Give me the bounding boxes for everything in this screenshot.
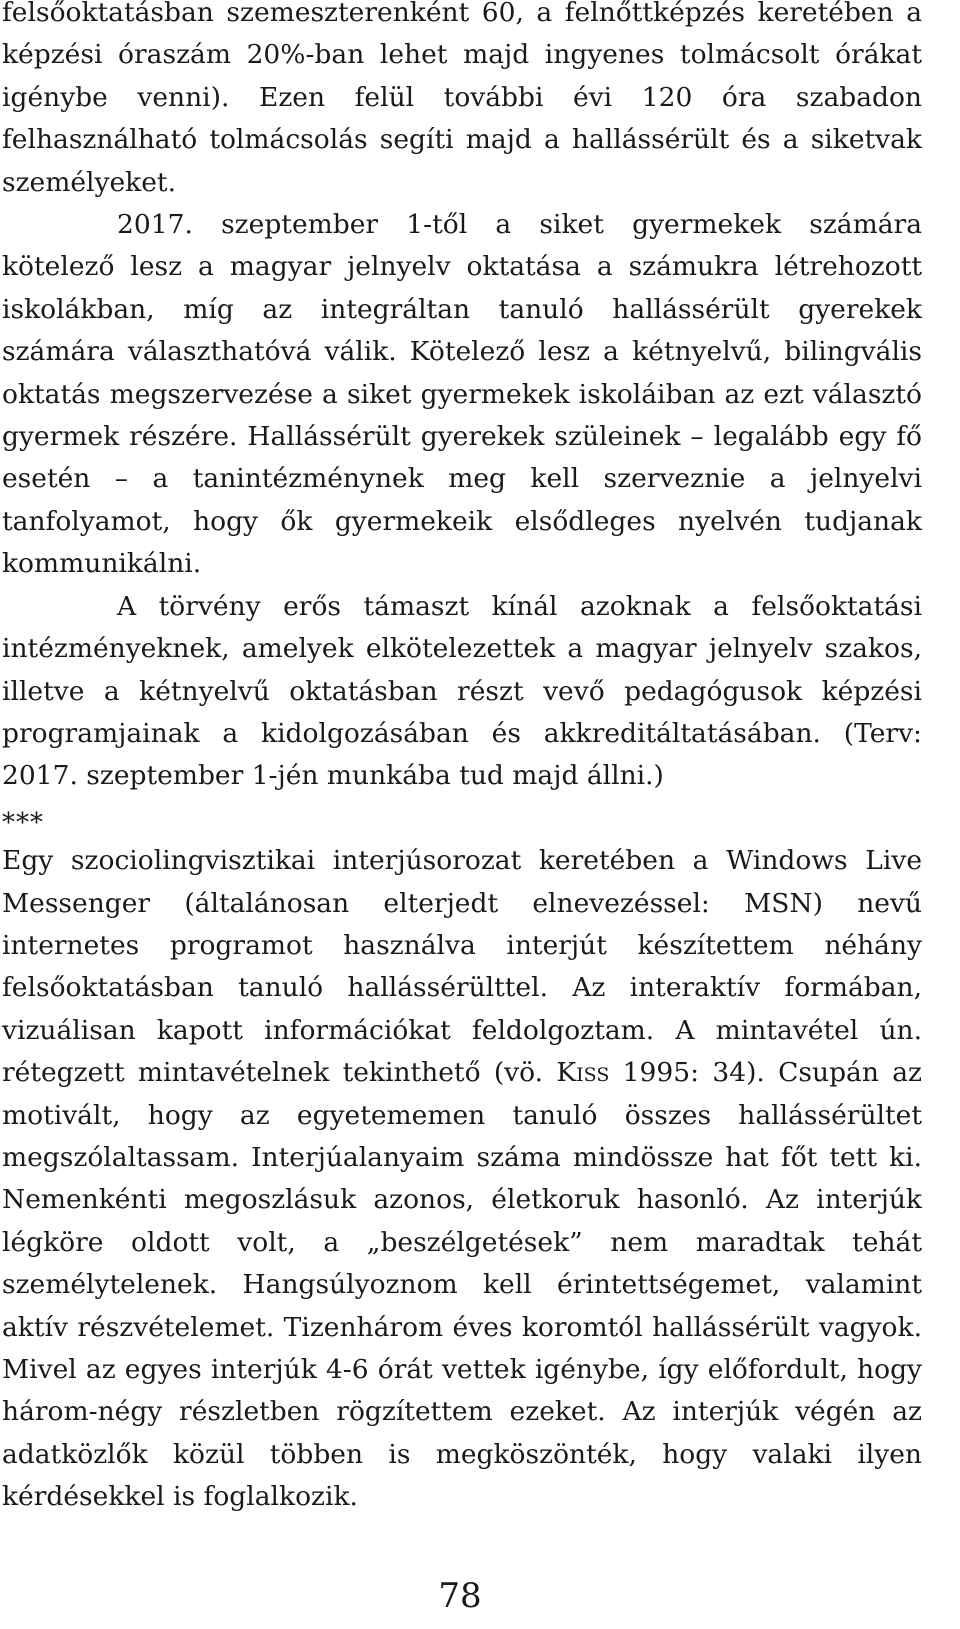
paragraph-interjusorozat: [2, 840, 922, 1519]
paragraph-torveny: A törvény erős támaszt kínál azoknak a felsőoktatási intézményeknek, amelyek elkötelezettek a magyar jelnyelv szakos, illetve a kétnyelvű oktatásban részt vevő pedagógusok képzési programjainak a kidolgozásában és akkreditáltatásában. (Terv: 2017. szeptember 1-jén munkába tud majd állni.): [2, 590, 922, 792]
document-page: [2, 0, 922, 1519]
paragraph-text-start: Egy szociolingvisztikai interjúsorozat keretében a Windows Live Messenger (általánosan elterjedt elnevezéssel: MSN) nevű internetes programot használva interjút készítettem néhány felsőoktatásban tanuló hallássérülttel. Az interaktív formában, vizuálisan kapott információkat feldolgoztam. A mintavétel ún. rétegzett mintavételnek tekinthető (vö.: [2, 845, 922, 1089]
paragraph-text-end: 1995: 34). Csupán az motivált, hogy az egyetememen tanuló összes hallássérültet megszólaltassam. Interjúalanyaim száma mindössze hat főt tett ki. Nemenkénti megoszlásuk azonos, életkoruk hasonló. Az interjúk légköre oldott volt, a „beszélgetések” nem maradtak tehát személytelenek. Hangsúlyoznom kell érintettségemet, valamint aktív részvételemet. Tizenhárom éves koromtól hallássérült vagyok. Mivel az egyes interjúk 4-6 órát vettek igénybe, így előfordult, hogy három-négy részletben rögzítettem ezeket. Az interjúk végén az adatközlők közül többen is megköszönték, hogy valaki ilyen kérdésekkel is foglalkozik.: [2, 1057, 922, 1513]
section-separator: ***: [2, 807, 44, 838]
citation-author: Kiss: [556, 1057, 610, 1089]
paragraph-jelnyelv-oktatas: 2017. szeptember 1-től a siket gyermekek számára kötelező lesz a magyar jelnyelv oktatása a számukra létrehozott iskolákban, míg az integráltan tanuló hallássérült gyerekek számára választhatóvá válik. Kötelező lesz a kétnyelvű, bilingvális oktatás megszervezése a siket gyermekek iskoláiban az ezt választó gyermek részére. Hallássérült gyerekek szüleinek – legalább egy fő esetén – a tanintézménynek meg kell szerveznie a jelnyelvi tanfolyamot, hogy ők gyermekeik elsődleges nyelvén tudjanak kommunikálni.: [2, 209, 922, 580]
page-number: 78: [438, 1576, 482, 1616]
paragraph-continued: felsőoktatásban szemeszterenként 60, a felnőttképzés keretében a képzési óraszám 20%-ban lehet majd ingyenes tolmácsolt órákat igénybe venni). Ezen felül további évi 120 óra szabadon felhasználható tolmácsolás segíti majd a hallássérült és a siketvak személyeket.: [2, 0, 922, 198]
